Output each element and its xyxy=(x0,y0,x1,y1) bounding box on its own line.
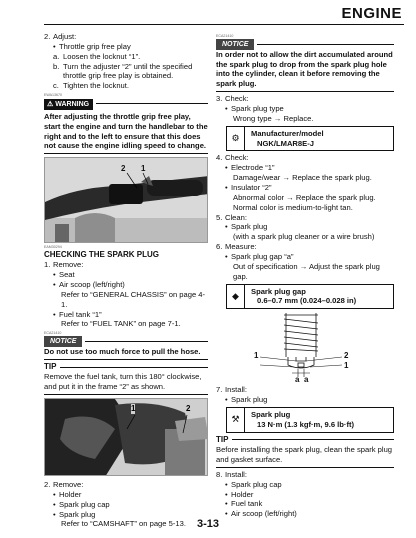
tip-label-right: TIP xyxy=(216,434,229,444)
notice-badge: NOTICE xyxy=(44,336,82,347)
throttle-grip-illustration xyxy=(45,158,208,243)
measure-icon: ◆ xyxy=(227,285,245,309)
fig3-label-a-left: a xyxy=(295,375,300,385)
throttle-grip-photo xyxy=(44,157,208,243)
notice-badge-right: NOTICE xyxy=(216,39,254,50)
fig3-label-1-top: 1 xyxy=(254,351,259,361)
spark-plug-illustration xyxy=(246,311,356,383)
fuel-tank-photo xyxy=(44,398,208,476)
spec-box-gap: ◆ Spark plug gap 0.6–0.7 mm (0.024–0.028 in) xyxy=(226,284,394,310)
warning-code: EWA13670 xyxy=(44,93,63,98)
notice-text-right: In order not to allow the dirt accumulated around the spark plug to drop from the spark plug hole into the cylinder, clean it before removing the spark plug. xyxy=(216,49,393,89)
fig1-label-1: 1 xyxy=(141,164,146,174)
spec-box-model: ⚙ Manufacturer/model NGK/LMAR8E-J xyxy=(226,126,394,152)
step-adjust: 2. Adjust: xyxy=(44,32,77,41)
wrench-icon: ⚒ xyxy=(227,408,245,432)
warning-triangle-icon: ⚠ xyxy=(47,100,54,108)
fig1-label-2: 2 xyxy=(121,164,126,174)
page-number: 3-13 xyxy=(196,518,220,530)
fig3-label-2: 2 xyxy=(344,351,349,361)
spec-box-torque: ⚒ Spark plug 13 N·m (1.3 kgf·m, 9.6 lb·ft) xyxy=(226,407,394,433)
left-column: 2. Adjust: • Throttle grip free play a. Loosen the locknut “1”. b. Turn the adjuster “2” until the specified throttle grip free play is obtained. c. Tighten the locknut. EWA13670 ⚠ WARNING After adjusting the throttle grip free play, start the engine and turn the handlebar to the right and to the left to ensure that this does not cause the engine idling speed to change. 2 1 EAM30294 CHECKING THE SPARK PLUG 1. Remove: • Seat • Air scoop (left/right) Refer to “GENERAL CHASSIS” on page 4-1. • Fuel tank “1” Refer to “FUEL TANK” on page 7-1. ECA21410 NOTICE Do not use too much force to pull the hose. TIP Remove the fuel tank, turn this 180° clockwise, and put it in the frame “2” as shown. 1 2 2. Remove: • Holder • Spark plug cap • Spark plug Refer to “CAMSHAFT” on page 5-13. xyxy=(44,32,208,529)
tip-text-right: Before installing the spark plug, clean the spark plug and gasket surface. xyxy=(216,445,393,464)
tip-text: Remove the fuel tank, turn this 180° clockwise, and put it in the frame “2” as shown. xyxy=(44,372,202,392)
section-title: CHECKING THE SPARK PLUG xyxy=(44,249,159,259)
page-header-title: ENGINE xyxy=(341,5,402,22)
warning-badge: ⚠ WARNING xyxy=(44,99,93,110)
notice-text: Do not use too much force to pull the hose. xyxy=(44,346,201,356)
fuel-tank-illustration xyxy=(45,399,208,476)
gear-icon: ⚙ xyxy=(227,127,245,151)
fig3-label-1-bottom: 1 xyxy=(344,361,349,371)
spark-plug-diagram xyxy=(246,311,356,383)
fig3-label-a-right: a xyxy=(304,375,309,385)
fig2-label-1: 1 xyxy=(131,403,136,413)
header-rule xyxy=(44,24,404,25)
fig2-label-2: 2 xyxy=(186,403,191,413)
throttle-bullet: Throttle grip free play xyxy=(59,41,131,51)
warning-text: After adjusting the throttle grip free play, start the engine and turn the handlebar to the right and to the left to ensure that this does not cause the engine idling speed to change. xyxy=(44,111,208,151)
tip-label: TIP xyxy=(44,361,57,371)
right-column: ECA21410 NOTICE In order not to allow the dirt accumulated around the spark plug to drop from the spark plug hole into the cylinder, clean it before removing the spark plug. 3. Check: • Spark plug type Wrong type → Replace. ⚙ Manufacturer/model NGK/LMAR8E-J 4. Check: • Electrode “1” Damage/wear → Replace the spark plug. • Insulator “2” Abnormal color → Replace the spark plug. Normal color is medium-to-light tan. 5. Clean: • Spark plug (with a spark plug cleaner or a wire brush) 6. Measure: • Spark plug gap “a” Out of specification → Adjust the spark plug gap. ◆ Spark plug gap 0.6–0.7 mm (0.024–0.028 in) 1 2 1 a a 7. Install: • Spark plug ⚒ Spark plug 13 N·m (1.3 kgf·m, 9.6 lb·ft) TIP Before installing the spark plug, clean the spark plug and gasket surface. 8. Install: • Spark plug cap • Holder • Fuel tank • Air scoop (left/right) xyxy=(216,34,393,519)
